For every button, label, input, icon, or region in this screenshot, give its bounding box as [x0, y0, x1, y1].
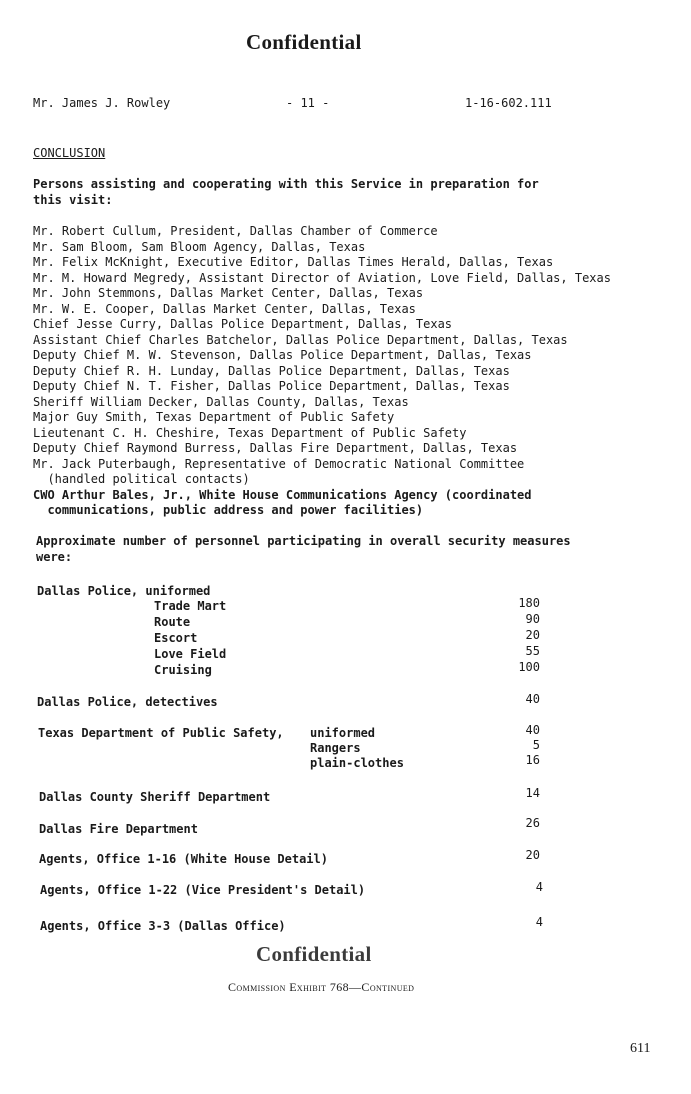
conclusion-intro-line-1: Persons assisting and cooperating with this Service in preparation for: [33, 177, 539, 191]
personnel-intro-line-1: Approximate number of personnel participating in overall security measures: [36, 534, 571, 548]
agents-1-16-count: 20: [525, 848, 540, 862]
agents-3-3-count: 4: [535, 915, 543, 929]
person-line: Chief Jesse Curry, Dallas Police Department, Dallas, Texas: [33, 317, 453, 331]
love-field-label: Love Field: [154, 647, 227, 661]
person-line: (handled political contacts): [33, 472, 250, 486]
texas-dps-label: Texas Department of Public Safety,: [38, 726, 284, 740]
trade-mart-label: Trade Mart: [154, 599, 227, 613]
person-line: Mr. W. E. Cooper, Dallas Market Center, Dallas, Texas: [33, 301, 416, 316]
dallas-police-uniformed-label: Dallas Police, uniformed: [37, 584, 211, 598]
person-line: Mr. Jack Puterbaugh, Representative of Democratic National Committee: [33, 456, 525, 471]
sheriff-count: 14: [525, 786, 540, 800]
person-line: Deputy Chief Raymond Burress, Dallas Fire Department, Dallas, Texas: [33, 441, 518, 455]
person-line: Mr. Sam Bloom, Sam Bloom Agency, Dallas, Texas: [33, 239, 366, 254]
route-count: 90: [525, 612, 540, 626]
plain-clothes-label: plain-clothes: [310, 756, 404, 770]
exhibit-caption: Commission Exhibit 768—Continued: [228, 980, 415, 994]
rangers-label: Rangers: [310, 741, 361, 755]
personnel-intro-line-2: were:: [36, 550, 73, 564]
detectives-label: Dallas Police, detectives: [37, 695, 218, 709]
person-line: Deputy Chief M. W. Stevenson, Dallas Police Department, Dallas, Texas: [33, 348, 532, 362]
person-line: Assistant Chief Charles Batchelor, Dallas Police Department, Dallas, Texas: [33, 332, 568, 347]
agents-1-22-count: 4: [535, 880, 543, 894]
person-line: Mr. M. Howard Megredy, Assistant Director of Aviation, Love Field, Dallas, Texas: [33, 270, 611, 285]
person-line: Mr. Robert Cullum, President, Dallas Chamber of Commerce: [33, 224, 438, 238]
trade-mart-count: 180: [518, 596, 540, 610]
page-marker: - 11 -: [286, 96, 330, 110]
person-line: Deputy Chief R. H. Lunday, Dallas Police Department, Dallas, Texas: [33, 363, 510, 378]
dps-uniformed-count: 40: [525, 723, 540, 737]
page-number: 611: [630, 1041, 651, 1056]
agents-3-3-label: Agents, Office 3-3 (Dallas Office): [40, 919, 286, 933]
cruising-label: Cruising: [154, 663, 212, 677]
person-line: Lieutenant C. H. Cheshire, Texas Department of Public Safety: [33, 425, 467, 440]
love-field-count: 55: [525, 644, 540, 658]
conclusion-heading: CONCLUSION: [33, 146, 106, 160]
dps-uniformed-label: uniformed: [310, 726, 376, 740]
person-line: Deputy Chief N. T. Fisher, Dallas Police Department, Dallas, Texas: [33, 379, 510, 393]
escort-label: Escort: [154, 631, 198, 645]
agents-1-16-label: Agents, Office 1-16 (White House Detail): [39, 852, 328, 866]
rangers-count: 5: [532, 738, 540, 752]
conclusion-intro-line-2: this visit:: [33, 193, 113, 207]
person-line: Mr. John Stemmons, Dallas Market Center, Dallas, Texas: [33, 286, 424, 300]
person-line: communications, public address and power facilities): [33, 503, 424, 517]
cruising-count: 100: [518, 660, 540, 674]
person-line: Mr. Felix McKnight, Executive Editor, Dallas Times Herald, Dallas, Texas: [33, 255, 554, 269]
plain-clothes-count: 16: [525, 753, 540, 767]
route-label: Route: [154, 615, 191, 629]
file-number: 1-16-602.111: [465, 96, 552, 110]
fire-count: 26: [525, 816, 540, 830]
detectives-count: 40: [525, 692, 540, 706]
recipient: Mr. James J. Rowley: [33, 96, 171, 110]
sheriff-label: Dallas County Sheriff Department: [39, 790, 271, 804]
agents-1-22-label: Agents, Office 1-22 (Vice President's Detail): [40, 883, 366, 897]
person-line: CWO Arthur Bales, Jr., White House Communications Agency (coordinated: [33, 487, 532, 502]
confidential-stamp-bottom: Confidential: [256, 942, 372, 966]
escort-count: 20: [525, 628, 540, 642]
person-line: Major Guy Smith, Texas Department of Public Safety: [33, 410, 395, 424]
person-line: Sheriff William Decker, Dallas County, Dallas, Texas: [33, 394, 409, 409]
fire-label: Dallas Fire Department: [39, 822, 198, 836]
confidential-stamp-top: Confidential: [246, 30, 362, 54]
